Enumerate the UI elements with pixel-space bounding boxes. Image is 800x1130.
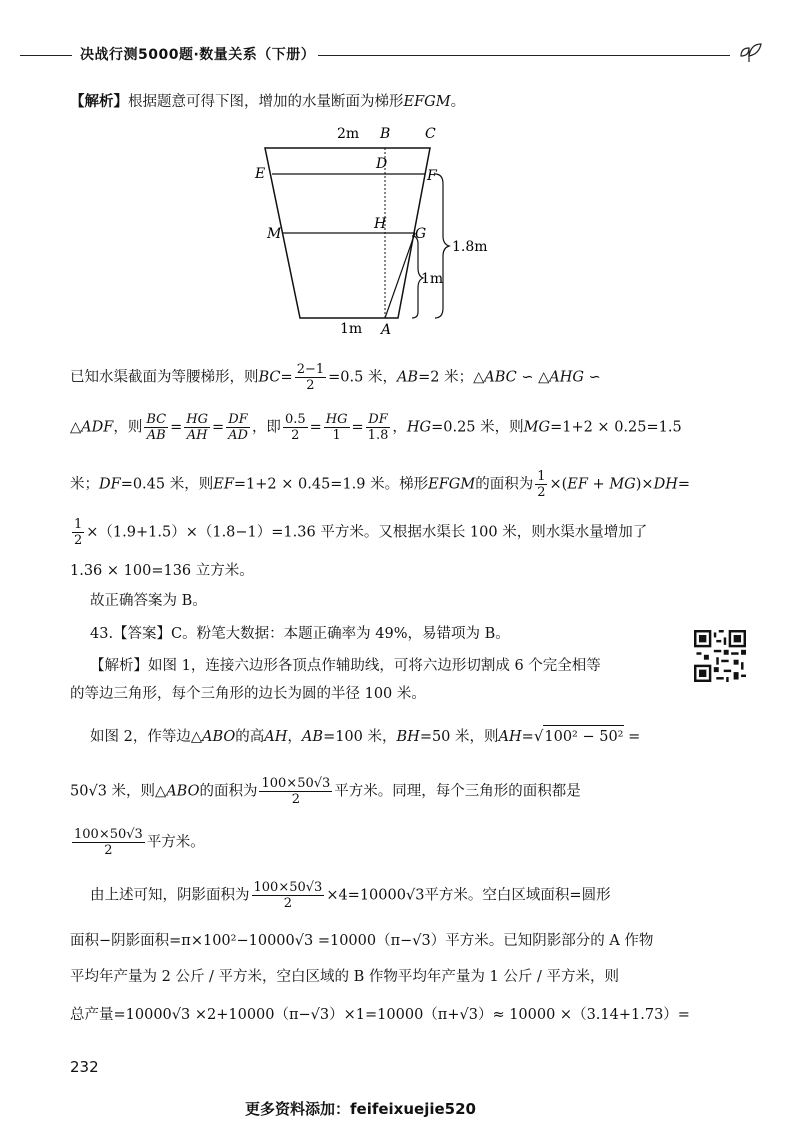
label-m: M (267, 226, 282, 242)
text-line: 【解析】如图 1，连接六边形各顶点作辅助线，可将六边形切割成 6 个完全相等 (90, 658, 601, 674)
analysis-intro: 【解析】根据题意可得下图，增加的水量断面为梯形EFGM。 (70, 93, 466, 110)
text-line: 已知水渠截面为等腰梯形，则BC= $\frac{2-1}{2}$ =0.5 米，AB=2 米；△ABC ∽ △AHG ∽ (70, 362, 601, 393)
label-h: H (374, 216, 387, 232)
label-b: B (380, 126, 391, 142)
label-1m-brace: 1m (421, 271, 444, 287)
label-2m: 2m (337, 126, 360, 142)
label-f: F (427, 168, 437, 184)
text-line: 由上述可知，阴影面积为 $\frac{100\times 50√3}{2}$ ×4=10000√3平方米。空白区域面积=圆形 (90, 880, 611, 911)
text-line: $\frac{1}{2}$ ×（1.9+1.5）×（1.8−1）=1.36 平方米。又根据水渠长 100 米，则水渠水量增加了 (74, 517, 648, 548)
text-line: 平均年产量为 2 公斤 / 平方米，空白区域的 B 作物平均年产量为 1 公斤 / 平方米，则 (70, 969, 619, 985)
header-rule-left (20, 55, 72, 56)
label-e: E (255, 166, 266, 182)
label-c: C (425, 126, 436, 142)
page-number: 232 (70, 1058, 99, 1076)
label-d: D (376, 156, 388, 172)
text-line: 故正确答案为 B。 (90, 593, 207, 609)
text-line: $\frac{100\times 50√3}{2}$ 平方米。 (74, 827, 205, 858)
qr-code (694, 630, 746, 682)
sprout-icon (735, 36, 765, 64)
text-line: 面积−阴影面积=π×100²−10000√3 =10000（π−√3）平方米。已知阴影部分的 A 作物 (70, 933, 654, 949)
text-line: 的等边三角形，每个三角形的边长为圆的半径 100 米。 (70, 686, 426, 702)
text-line: 1.36 × 100=136 立方米。 (70, 563, 254, 579)
trapezoid-diagram (245, 118, 505, 343)
label-1m-bottom: 1m (340, 321, 363, 337)
brace-1-8m (435, 174, 449, 318)
footer-note: 更多资料添加：feifeixuejie520 (245, 1100, 476, 1118)
label-1-8m: 1.8m (452, 239, 488, 255)
text-line: △ADF，则 $\frac{BC}{AB}$ = $\frac{HG}{AH}$ = $\frac{DF}{AD}$ ，即 $\frac{0.5}{2}$ = $\frac{HG}{1}$ = $\frac{DF}{1.8}$ ，HG=0.25 米，则MG=1+2 × 0.25=1.5 (70, 412, 682, 443)
text-line: 米；DF=0.45 米，则EF=1+2 × 0.45=1.9 米。梯形EFGM的面积为 $\frac{1}{2}$ ×(EF + MG)×DH= (70, 469, 691, 500)
answer-43: 43.【答案】C。粉笔大数据：本题正确率为 49%，易错项为 B。 (90, 626, 510, 642)
running-header: 决战行测5000题·数量关系（下册） (80, 47, 316, 63)
text-line: 如图 2，作等边△ABO的高AH，AB=100 米，BH=50 米，则AH=√100² − 50² = (90, 725, 640, 748)
text-line: 50√3 米，则△ABO的面积为 $\frac{100\times 50√3}{2}$ 平方米。同理，每个三角形的面积都是 (70, 776, 581, 807)
text-line: 总产量=10000√3 ×2+10000（π−√3）×1=10000（π+√3）≈ 10000 ×（3.14+1.73）= (70, 1007, 690, 1023)
label-g: G (415, 226, 427, 242)
label-a: A (381, 322, 392, 338)
header-rule-right (318, 55, 730, 56)
